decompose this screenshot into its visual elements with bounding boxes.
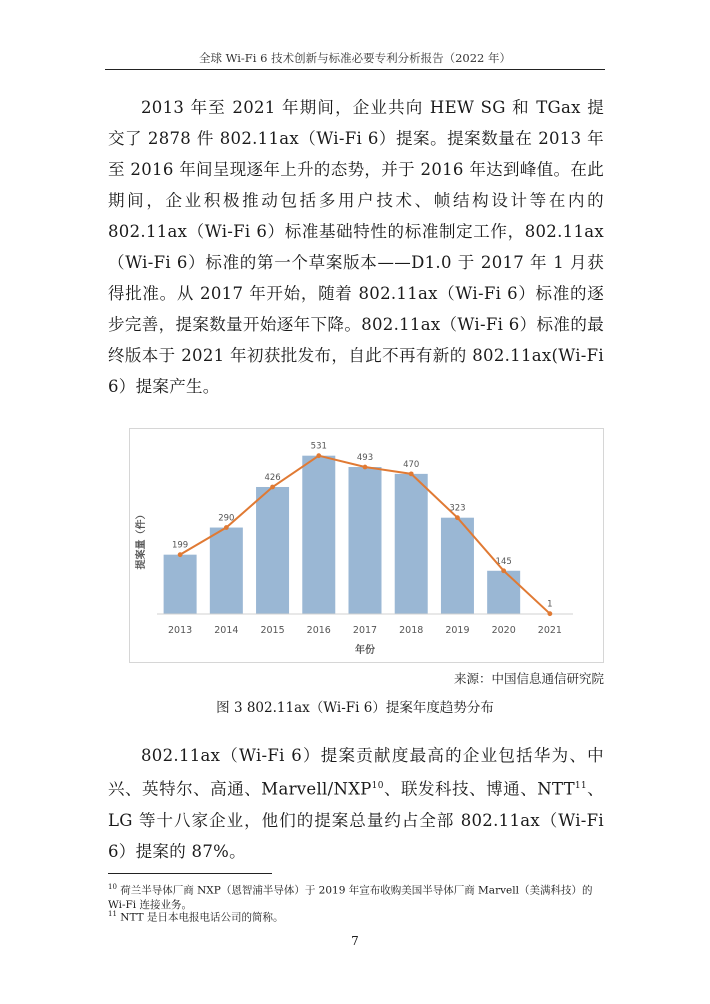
running-header: 全球 Wi-Fi 6 技术创新与标准必要专利分析报告（2022 年） [198,51,512,65]
x-tick-label-2016: 2016 [306,625,331,636]
bar-2015 [256,487,289,614]
footnote-mark: 11 [108,910,117,918]
bar-2013 [164,555,197,614]
para2-text-b: 、联发科技、博通、NTT [383,779,575,799]
data-label-2020: 145 [495,556,512,567]
trend-point-2020 [501,568,506,573]
footnote-rule [108,873,272,874]
body-paragraph-2 [108,740,604,867]
footnote-text: NTT 是日本电报电话公司的简称。 [116,911,284,924]
data-label-2015: 426 [264,472,281,483]
x-tick-label-2020: 2020 [491,625,516,636]
trend-point-2013 [178,552,183,557]
bar-2018 [395,474,428,614]
header-rule [105,69,605,70]
x-tick-label-2015: 2015 [260,625,285,636]
footnote-ref-10[interactable]: 10 [371,781,384,791]
x-tick-label-2019: 2019 [445,625,470,636]
data-label-2018: 470 [403,459,420,470]
proposal-trend-chart [129,428,604,663]
figure-caption: 图 3 802.11ax（Wi-Fi 6）提案年度趋势分布 [216,700,494,716]
x-axis-title: 年份 [355,645,375,656]
trend-point-2019 [455,515,460,520]
trend-point-2018 [409,471,414,476]
bar-2017 [349,467,382,614]
bar-2020 [487,571,520,614]
trend-point-2021 [547,611,552,616]
footnote-text: 荷兰半导体厂商 NXP（恩智浦半导体）于 2019 年宣布收购美国半导体厂商 Marvell（美满科技）的 Wi-Fi 连接业务。 [108,884,593,911]
data-label-2021: 1 [547,599,553,610]
x-tick-label-2013: 2013 [168,625,193,636]
footnote-mark: 10 [108,883,117,891]
x-tick-label-2018: 2018 [399,625,424,636]
bar-2016 [302,456,335,614]
para2-text-a: 802.11ax（Wi-Fi 6）提案贡献度最高的企业包括华为、中兴、英特尔、高通、Marvell/NXP [108,746,604,799]
bar-2014 [210,528,243,614]
footnote-11 [108,907,604,925]
page-number: 7 [351,934,359,948]
data-label-2016: 531 [310,441,327,452]
x-tick-label-2021: 2021 [537,625,562,636]
x-tick-label-2017: 2017 [352,625,378,636]
trend-point-2014 [224,525,229,530]
y-axis-title: 提案量（件） [136,509,147,570]
chart-svg [130,429,603,662]
data-label-2017: 493 [356,453,374,464]
figure-source: 来源：中国信息通信研究院 [453,671,604,686]
para2-text-c: 、LG 等十八家企业，他们的提案总量约占全部 802.11ax（Wi-Fi 6）提案的 87%。 [108,779,604,861]
body-paragraph-1: 2013 年至 2021 年期间，企业共向 HEW SG 和 TGax 提交了 2878 件 802.11ax（Wi-Fi 6）提案。提案数量在 2013 年至 2016 年间呈现逐年上升的态势，并于 2016 年达到峰值。在此期间，企业积极推动包括多用户技术、帧结构设计等在内的 802.11ax（Wi-Fi 6）标准基础特性的标准制定工作，802.11ax（Wi-Fi 6）标准的第一个草案版本——D1.0 于 2017 年 1 月获得批准。从 2017 年开始，随着 802.11ax（Wi-Fi 6）标准的逐步完善，提案数量开始逐年下降。802.11ax（Wi-Fi 6）标准的最终版本于 2021 年初获批发布，自此不再有新的 802.11ax(Wi-Fi 6）提案产生。 [108,98,604,396]
data-label-2013: 199 [171,540,189,551]
x-tick-label-2014: 2014 [214,625,239,636]
footnote-ref-11[interactable]: 11 [574,781,587,791]
data-label-2019: 323 [449,503,466,514]
trend-point-2017 [363,465,368,470]
data-label-2014: 290 [218,513,235,524]
trend-point-2015 [270,485,275,490]
trend-point-2016 [316,453,321,458]
